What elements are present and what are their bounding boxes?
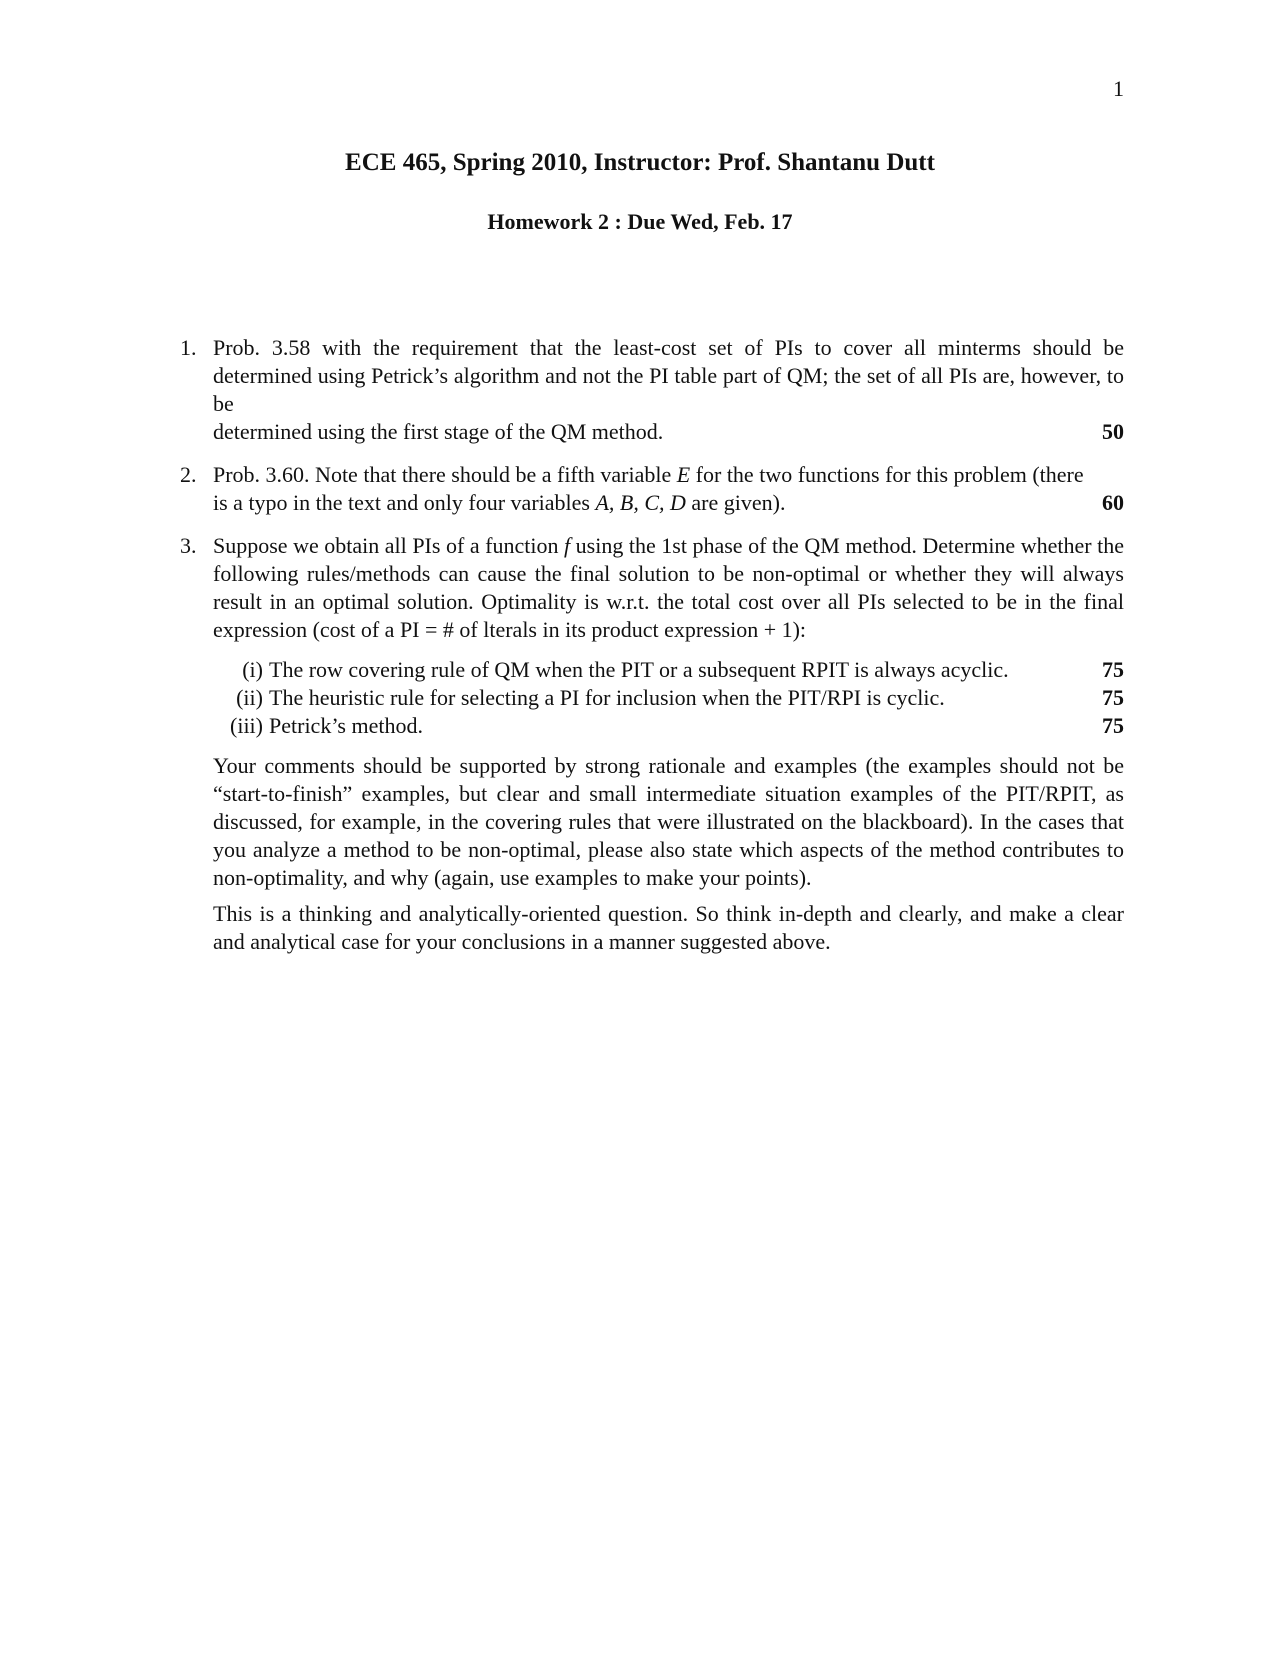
problem-text-part: Prob. 3.60. Note that there should be a fifth variable (213, 462, 672, 487)
problem-text-part: are given). (691, 490, 786, 515)
subitem-label: (ii) (236, 685, 263, 710)
homework-title: Homework 2 : Due Wed, Feb. 17 (487, 209, 793, 234)
problem-text-last-line (213, 489, 785, 517)
math-variables: A, B, C, D (595, 490, 686, 515)
problem-2 (180, 461, 1124, 517)
problem-text (213, 532, 1124, 644)
problem-paragraph: This is a thinking and analytically-oriented question. So think in-depth and clearly, and make a clear and analytical case for your conclusions in a manner suggested above. (213, 901, 1124, 954)
subitem-points: 75 (1102, 657, 1124, 682)
subitem-label: (i) (242, 657, 263, 682)
problem-points: 60 (1102, 490, 1124, 515)
problem-text-part: Suppose we obtain all PIs of a function (213, 533, 559, 558)
page-number: 1 (1113, 76, 1124, 101)
problem-number: 3. (180, 533, 197, 558)
course-title: ECE 465, Spring 2010, Instructor: Prof. Shantanu Dutt (345, 149, 935, 176)
problem-1 (180, 334, 1124, 446)
subitem-points: 75 (1102, 713, 1124, 738)
problem-text-part: is a typo in the text and only four variables (213, 490, 590, 515)
subitem-text: The heuristic rule for selecting a PI for inclusion when the PIT/RPI is cyclic. (269, 685, 945, 710)
problem-3 (180, 532, 1124, 956)
subitem (213, 656, 1124, 684)
problem-text: Prob. 3.58 with the requirement that the least-cost set of PIs to cover all minterms should be determined using Petrick’s algorithm and not the PI table part of QM; the set of all PIs are, however, to be (213, 335, 1124, 416)
problem-number: 2. (180, 462, 197, 487)
problem-last-line (213, 418, 1124, 446)
problem-text-part: using the 1st phase of the QM method. Determine whether the following rules/methods can cause the final solution to be non-optimal or whether they will always result in an optimal solution. Optimality is w.r.t. the total cost over all PIs selected to be in the final expression (cost of a PI = # of lterals in its product expression + 1): (213, 533, 1124, 642)
subitem-text: The row covering rule of QM when the PIT or a subsequent RPIT is always acyclic. (269, 657, 1009, 682)
subitem-label: (iii) (230, 713, 263, 738)
subitem-points: 75 (1102, 685, 1124, 710)
problem-text-part: for the two functions for this problem (there (695, 462, 1084, 487)
problem-list (180, 334, 1124, 971)
subitem (213, 712, 1124, 740)
subitem-text: Petrick’s method. (269, 713, 423, 738)
problem-last-line (213, 489, 1124, 517)
problem-text-last-line: determined using the first stage of the QM method. (213, 419, 664, 444)
subitem (213, 684, 1124, 712)
problem-points: 50 (1102, 419, 1124, 444)
math-variable: E (676, 462, 691, 487)
problem-number: 1. (180, 335, 197, 360)
problem-paragraph: Your comments should be supported by strong rationale and examples (the examples should not be “start-to-finish” examples, but clear and small intermediate situation examples of the PIT/RPIT, as discussed, for example, in the covering rules that were illustrated on the blackboard). In the cases that you analyze a method to be non-optimal, please also state which aspects of the method contributes to non-optimality, and why (again, use examples to make your points). (213, 753, 1124, 890)
problem-text (213, 461, 1124, 489)
subitem-list (213, 656, 1124, 740)
math-variable: f (563, 533, 571, 558)
